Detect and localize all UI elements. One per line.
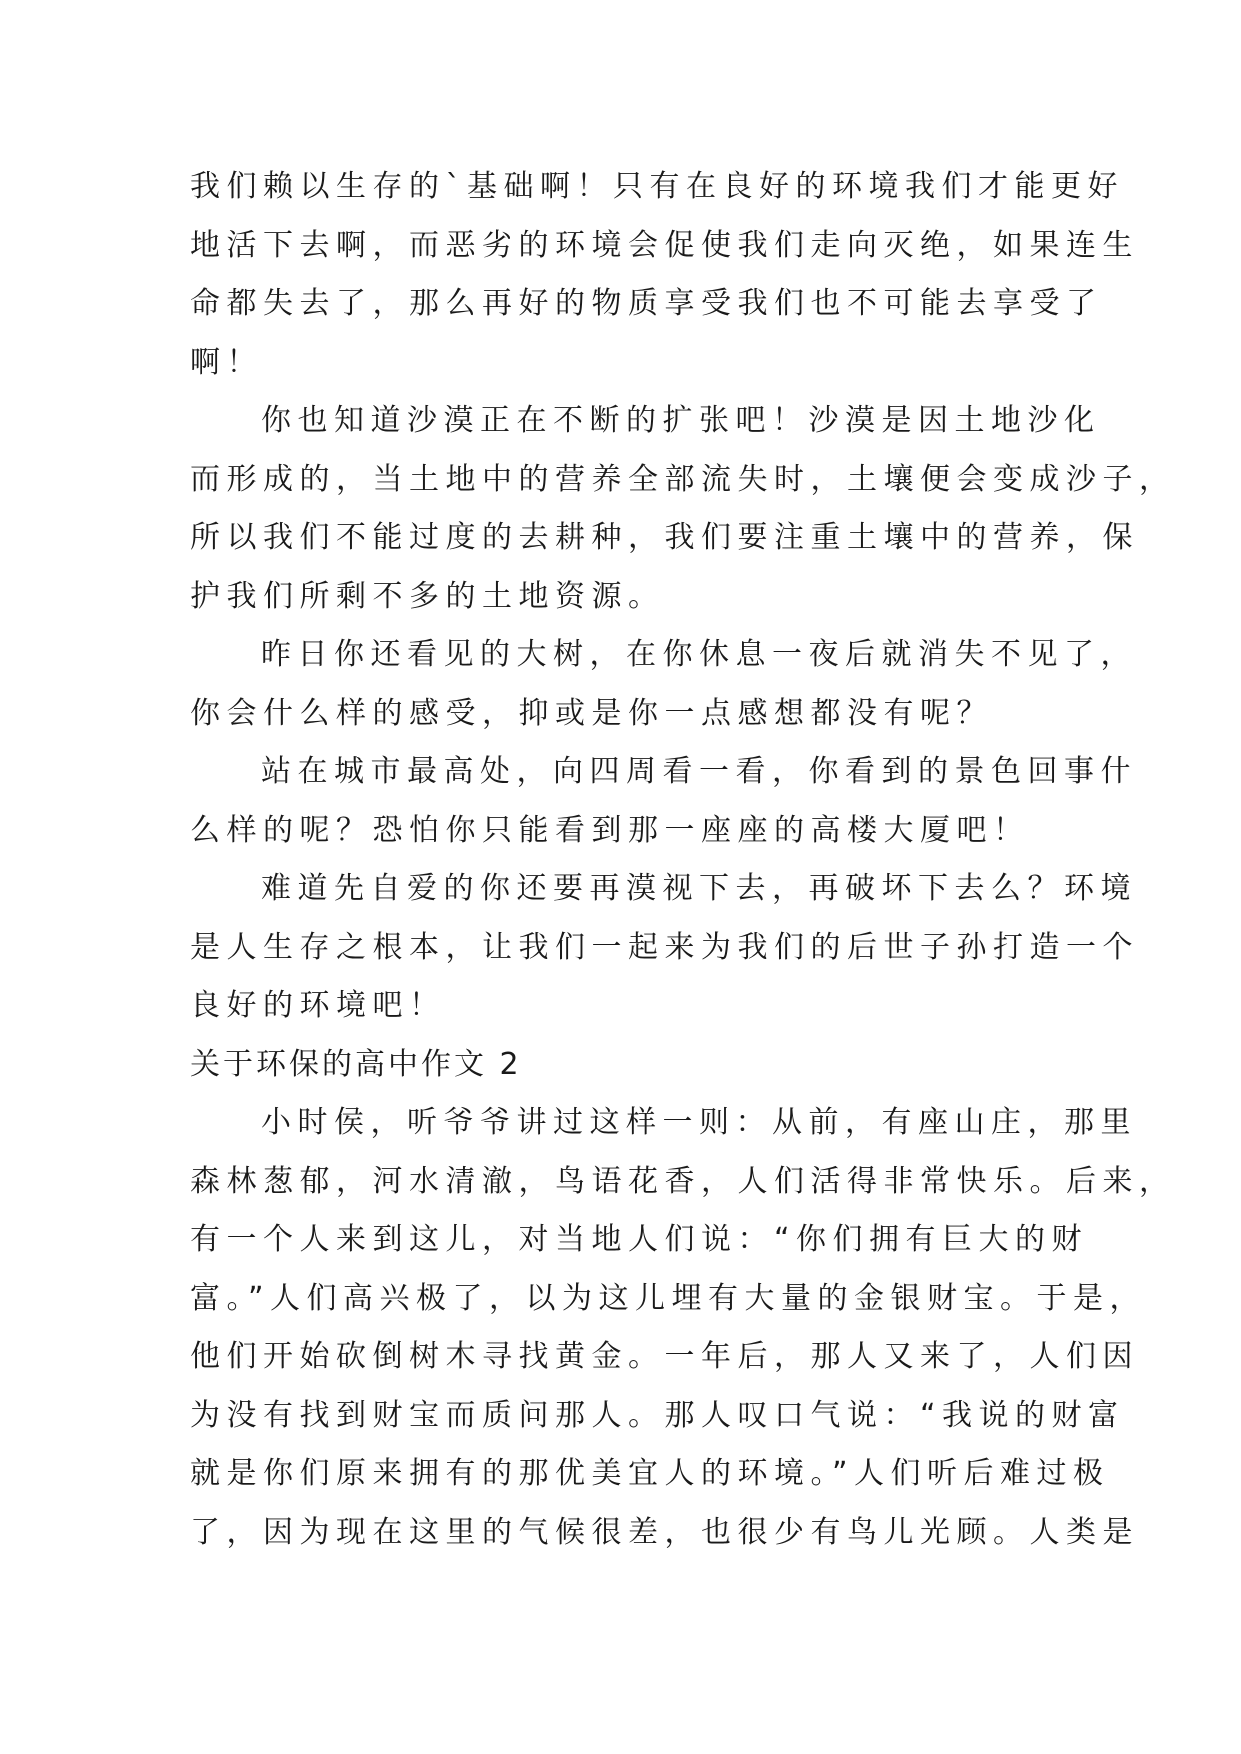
- text-line: 是人生存之根本，让我们一起来为我们的后世子孙打造一个: [190, 929, 1139, 965]
- text-line: 良好的环境吧！: [190, 988, 446, 1023]
- text-line: 么样的呢？恐怕你只能看到那一座座的高楼大厦吧！: [190, 812, 1030, 848]
- text-line: 所以我们不能过度的去耕种，我们要注重土壤中的营养，保: [190, 520, 1139, 555]
- text-line: 为没有找到财宝而质问那人。那人叹口气说：“我说的财富: [190, 1397, 1125, 1433]
- text-line: 难道先自爱的你还要再漠视下去，再破坏下去么？环境: [261, 871, 1137, 906]
- text-line: 站在城市最高处，向四周看一看，你看到的景色回事什: [261, 754, 1137, 789]
- text-line: 地活下去啊，而恶劣的环境会促使我们走向灭绝，如果连生: [190, 227, 1139, 263]
- text-line: 昨日你还看见的大树，在你休息一夜后就消失不见了，: [261, 637, 1137, 672]
- text-line: 你也知道沙漠正在不断的扩张吧！沙漠是因土地沙化: [261, 403, 1101, 438]
- text-line: 命都失去了，那么再好的物质享受我们也不可能去享受了: [190, 286, 1103, 321]
- text-line: 我们赖以生存的`基础啊！只有在良好的环境我们才能更好: [190, 169, 1124, 204]
- text-line: 啊！: [190, 344, 263, 380]
- section-heading: 关于环保的高中作文 2: [190, 1046, 522, 1082]
- text-line: 富。”人们高兴极了，以为这儿埋有大量的金银财宝。于是，: [190, 1280, 1147, 1316]
- text-line: 了，因为现在这里的气候很差，也很少有鸟儿光顾。人类是: [190, 1514, 1139, 1550]
- text-line: 而形成的，当土地中的营养全部流失时，土壤便会变成沙子，: [190, 461, 1176, 497]
- document-body: [190, 158, 1176, 1562]
- text-line: 有一个人来到这儿，对当地人们说：“你们拥有巨大的财: [190, 1222, 1089, 1257]
- text-line: 他们开始砍倒树木寻找黄金。一年后，那人又来了，人们因: [190, 1339, 1139, 1374]
- text-line: 就是你们原来拥有的那优美宜人的环境。”人们听后难过极: [190, 1456, 1110, 1491]
- text-line: 小时侯，听爷爷讲过这样一则：从前，有座山庄，那里: [261, 1105, 1137, 1140]
- text-line: 森林葱郁，河水清澈，鸟语花香，人们活得非常快乐。后来，: [190, 1163, 1176, 1199]
- text-line: 你会什么样的感受，抑或是你一点感想都没有呢？: [190, 695, 993, 731]
- text-line: 护我们所剩不多的土地资源。: [190, 578, 665, 614]
